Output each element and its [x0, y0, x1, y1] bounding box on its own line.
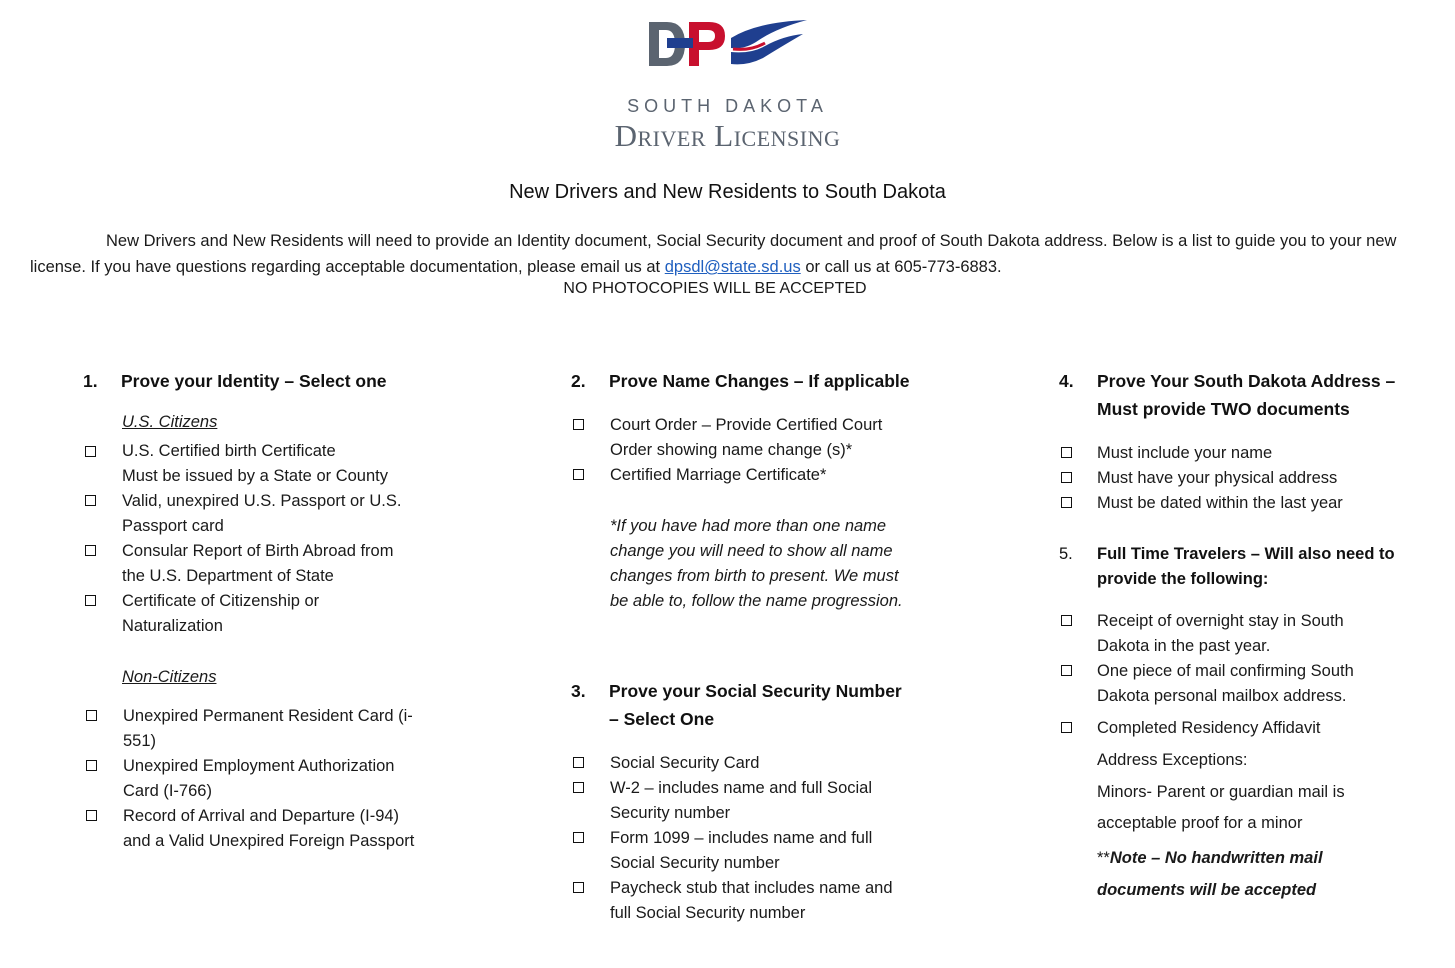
section2-heading-text: Prove Name Changes – If applicable [609, 371, 910, 391]
name-change-note: *If you have had more than one name [610, 517, 887, 535]
checkbox[interactable] [1061, 497, 1072, 508]
checkbox[interactable] [1061, 615, 1072, 626]
section3-heading [571, 677, 991, 733]
checkbox[interactable] [1061, 447, 1072, 458]
checkbox[interactable] [573, 469, 584, 480]
checkbox[interactable] [573, 832, 584, 843]
note-line1: Note – No handwritten mail [1109, 849, 1323, 867]
checkbox[interactable] [573, 757, 584, 768]
intro-paragraph [30, 228, 1420, 280]
list-item: Dakota personal mailbox address. [1097, 687, 1347, 705]
section5-heading-line2: provide the following: [1097, 570, 1269, 588]
list-item: Passport card [122, 517, 224, 535]
address-exception-line: acceptable proof for a minor [1097, 814, 1303, 832]
section5-heading-line1: Full Time Travelers – Will also need to [1097, 545, 1395, 563]
section2-heading [571, 367, 991, 395]
address-exception-line: Minors- Parent or guardian mail is [1097, 783, 1345, 801]
us-citizens-label: U.S. Citizens [122, 413, 218, 431]
list-item: Paycheck stub that includes name and [610, 879, 893, 897]
list-item: U.S. Certified birth Certificate [122, 442, 336, 460]
list-item: Valid, unexpired U.S. Passport or U.S. [122, 492, 402, 510]
list-item: Unexpired Permanent Resident Card (i- [123, 707, 413, 725]
list-item: Must be issued by a State or County [122, 467, 388, 485]
note-prefix: ** [1097, 849, 1110, 867]
section1-heading [83, 367, 503, 395]
checkbox[interactable] [86, 760, 97, 771]
checkbox[interactable] [1061, 665, 1072, 676]
checkbox[interactable] [573, 419, 584, 430]
list-item: Order showing name change (s)* [610, 441, 853, 459]
section4-heading [1059, 367, 1439, 423]
checkbox[interactable] [86, 710, 97, 721]
list-item: Certified Marriage Certificate* [610, 466, 827, 484]
list-item: the U.S. Department of State [122, 567, 334, 585]
brand-line-south-dakota: SOUTH DAKOTA [627, 96, 828, 116]
brand-line-driver-licensing: Driver Licensing [614, 118, 841, 153]
section4-number: 4. [1059, 371, 1074, 391]
page-title: New Drivers and New Residents to South Dakota [509, 181, 946, 203]
list-item: and a Valid Unexpired Foreign Passport [123, 832, 415, 850]
checkbox[interactable] [573, 882, 584, 893]
list-item: Must include your name [1097, 444, 1273, 462]
list-item: Completed Residency Affidavit [1097, 719, 1321, 737]
section5-number: 5. [1059, 545, 1073, 563]
list-item: Social Security Card [610, 754, 760, 772]
section1-heading-text: Prove your Identity – Select one [121, 371, 387, 391]
list-item: Certificate of Citizenship or [122, 592, 320, 610]
address-exceptions-label: Address Exceptions: [1097, 751, 1248, 769]
name-change-note: change you will need to show all name [610, 542, 893, 560]
list-item: Dakota in the past year. [1097, 637, 1271, 655]
list-item: 551) [123, 732, 157, 750]
list-item: Court Order – Provide Certified Court [610, 416, 883, 434]
name-change-note: be able to, follow the name progression. [610, 592, 903, 610]
no-photocopies-notice: NO PHOTOCOPIES WILL BE ACCEPTED [563, 280, 867, 297]
section4-heading-line1: Prove Your South Dakota Address – [1097, 371, 1396, 391]
checkbox[interactable] [1061, 722, 1072, 733]
section4-heading-line2: Must provide TWO documents [1097, 399, 1350, 419]
checkbox[interactable] [85, 545, 96, 556]
list-item: W-2 – includes name and full Social [610, 779, 873, 797]
checkbox[interactable] [85, 595, 96, 606]
handwritten-note [1097, 846, 1323, 871]
checkbox[interactable] [1061, 472, 1072, 483]
intro-text-2: or call us at 605-773-6883. [800, 258, 1002, 276]
checkbox[interactable] [86, 810, 97, 821]
dps-logo-icon [647, 18, 809, 70]
list-item: Security number [610, 804, 731, 822]
note-line2: documents will be accepted [1097, 881, 1317, 899]
non-citizens-label: Non-Citizens [122, 668, 217, 686]
section3-number: 3. [571, 681, 586, 701]
section3-heading-line1: Prove your Social Security Number [609, 681, 902, 701]
list-item: Card (I-766) [123, 782, 212, 800]
checkbox[interactable] [85, 446, 96, 457]
list-item: Social Security number [610, 854, 780, 872]
checkbox[interactable] [85, 495, 96, 506]
section2-number: 2. [571, 371, 586, 391]
list-item: Consular Report of Birth Abroad from [122, 542, 394, 560]
checkbox[interactable] [573, 782, 584, 793]
list-item: Unexpired Employment Authorization [123, 757, 395, 775]
email-link[interactable]: dpsdl@state.sd.us [664, 258, 801, 276]
list-item: Naturalization [122, 617, 223, 635]
section1-number: 1. [83, 371, 98, 391]
list-item: Must be dated within the last year [1097, 494, 1343, 512]
list-item: One piece of mail confirming South [1097, 662, 1354, 680]
list-item: full Social Security number [610, 904, 806, 922]
list-item: Must have your physical address [1097, 469, 1338, 487]
name-change-note: changes from birth to present. We must [610, 567, 899, 585]
list-item: Receipt of overnight stay in South [1097, 612, 1344, 630]
list-item: Form 1099 – includes name and full [610, 829, 873, 847]
intro-text-1: New Drivers and New Residents will need to provide an Identity document, Social Security document and proof of South Dakota address. Below is a list to guide you to your new license. If you have questions regarding acceptable documentation, please email us at [30, 232, 1397, 276]
section3-heading-line2: – Select One [609, 709, 715, 729]
list-item: Record of Arrival and Departure (I-94) [123, 807, 400, 825]
section5-heading [1059, 542, 1439, 592]
